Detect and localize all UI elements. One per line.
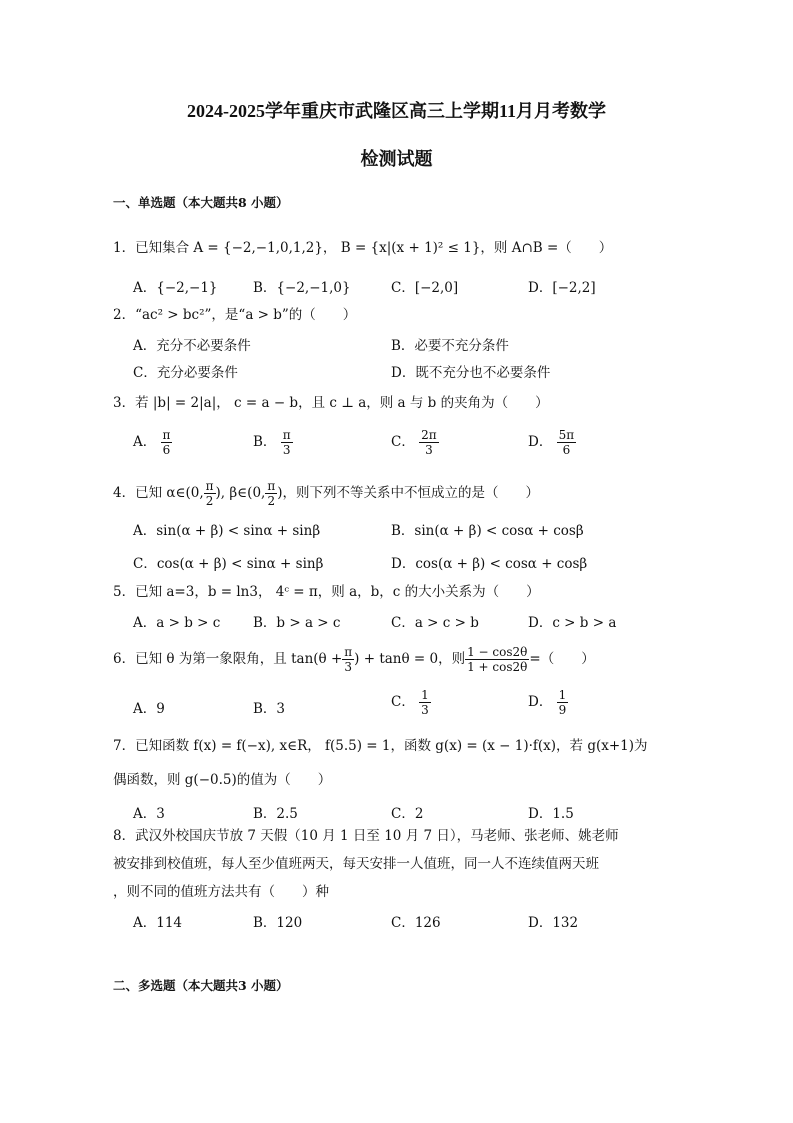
question-1-option-d: D．[−2,2] xyxy=(528,280,596,296)
option-label: D． xyxy=(528,694,553,710)
question-8-stem-line3: ，则不同的值班方法共有（ ）种 xyxy=(113,884,329,900)
question-6-option-a: A．9 xyxy=(133,701,165,717)
question-7-option-d: D．1.5 xyxy=(528,806,574,822)
document-title-line1: 2024-2025学年重庆市武隆区高三上学期11月月考数学 xyxy=(187,101,606,121)
question-8-option-a: A．114 xyxy=(133,915,183,931)
option-fraction: $\frac{\pi}{3}$ xyxy=(282,428,291,457)
question-5-option-b: B．b > a > c xyxy=(253,615,341,631)
question-1-option-b: B．{−2,−1,0} xyxy=(253,280,351,296)
option-label: A． xyxy=(133,434,157,450)
question-4-stem: 4．已知 α∈(0, $\frac{\pi}{2}$ ), β∈(0, $\frac{\pi}{2}$ )，则下列不等关系中不恒成立的是（ ） xyxy=(113,479,539,508)
option-label: D． xyxy=(528,434,553,450)
question-3-option-b xyxy=(253,428,293,457)
question-6-option-d xyxy=(528,688,568,717)
question-4-option-d: D．cos(α + β) < cosα + cosβ xyxy=(391,556,588,572)
question-6-option-c xyxy=(391,688,431,717)
question-4-option-a: A．sin(α + β) < sinα + sinβ xyxy=(133,523,321,539)
option-fraction: $\frac{5\pi}{6}$ xyxy=(558,428,575,457)
option-label: C． xyxy=(391,694,415,710)
option-fraction: $\frac{1}{3}$ xyxy=(421,688,429,717)
question-2-option-c: C．充分必要条件 xyxy=(133,365,238,381)
question-1-option-a: A．{−2,−1} xyxy=(133,280,218,296)
question-5-stem: 5．已知 a=3，b = ln3， 4ᶜ = π，则 a，b，c 的大小关系为（ ） xyxy=(113,584,540,600)
question-5-option-d: D．c > b > a xyxy=(528,615,617,631)
question-2-stem: 2．“ac² > bc²”，是“a > b”的（ ） xyxy=(113,307,357,323)
question-5-option-c: C．a > c > b xyxy=(391,615,479,631)
question-7-stem-line2: 偶函数，则 g(−0.5)的值为（ ） xyxy=(113,772,332,788)
question-2-option-d: D．既不充分也不必要条件 xyxy=(391,365,551,381)
option-fraction: $\frac{\pi}{6}$ xyxy=(162,428,171,457)
option-label: B． xyxy=(253,434,277,450)
option-fraction: $\frac{2\pi}{3}$ xyxy=(421,428,437,457)
question-1-option-c: C．[−2,0] xyxy=(391,280,459,296)
section-heading-single-choice: 一、单选题（本大题共8 小题） xyxy=(113,195,289,210)
question-8-stem-line2: 被安排到校值班，每人至少值班两天，每天安排一人值班，同一人不连续值两天班 xyxy=(113,856,599,872)
question-5-option-a: A．a > b > c xyxy=(133,615,221,631)
option-label: C． xyxy=(391,434,415,450)
question-6-option-b: B．3 xyxy=(253,701,286,717)
question-6-stem: 6．已知 θ 为第一象限角，且 tan(θ + $\frac{\pi}{3}$ ) + tanθ = 0，则 $\frac{1 - \cos 2\theta}{1 + \cos 2\theta}$ =（ ） xyxy=(113,645,595,674)
question-7-option-a: A．3 xyxy=(133,806,165,822)
question-2-option-b: B．必要不充分条件 xyxy=(391,338,509,354)
option-fraction: $\frac{1}{9}$ xyxy=(558,688,567,717)
question-8-option-b: B．120 xyxy=(253,915,303,931)
question-8-stem-line1: 8．武汉外校国庆节放 7 天假（10 月 1 日至 10 月 7 日），马老师、张老师、姚老师 xyxy=(113,828,619,844)
question-8-option-c: C．126 xyxy=(391,915,441,931)
question-3-option-d xyxy=(528,428,576,457)
question-7-stem-line1: 7．已知函数 f(x) = f(−x), x∈R， f(5.5) = 1，函数 g(x) = (x − 1)·f(x)，若 g(x+1)为 xyxy=(113,738,648,754)
question-7-option-b: B．2.5 xyxy=(253,806,298,822)
question-3-stem: 3．若 |b| = 2|a|， c = a − b，且 c ⊥ a，则 a 与 b 的夹角为（ ） xyxy=(113,395,549,411)
question-8-option-d: D．132 xyxy=(528,915,579,931)
section-heading-multiple-choice: 二、多选题（本大题共3 小题） xyxy=(113,978,289,993)
question-3-option-c xyxy=(391,428,439,457)
document-title-line2: 检测试题 xyxy=(360,149,433,169)
question-4-option-b: B．sin(α + β) < cosα + cosβ xyxy=(391,523,584,539)
question-3-option-a xyxy=(133,428,172,457)
question-1-stem: 1．已知集合 A = {−2,−1,0,1,2}， B = {x|(x + 1)² ≤ 1}，则 A∩B =（ ） xyxy=(113,240,613,256)
question-2-option-a: A．充分不必要条件 xyxy=(133,338,251,354)
question-7-option-c: C．2 xyxy=(391,806,424,822)
question-4-option-c: C．cos(α + β) < sinα + sinβ xyxy=(133,556,324,572)
